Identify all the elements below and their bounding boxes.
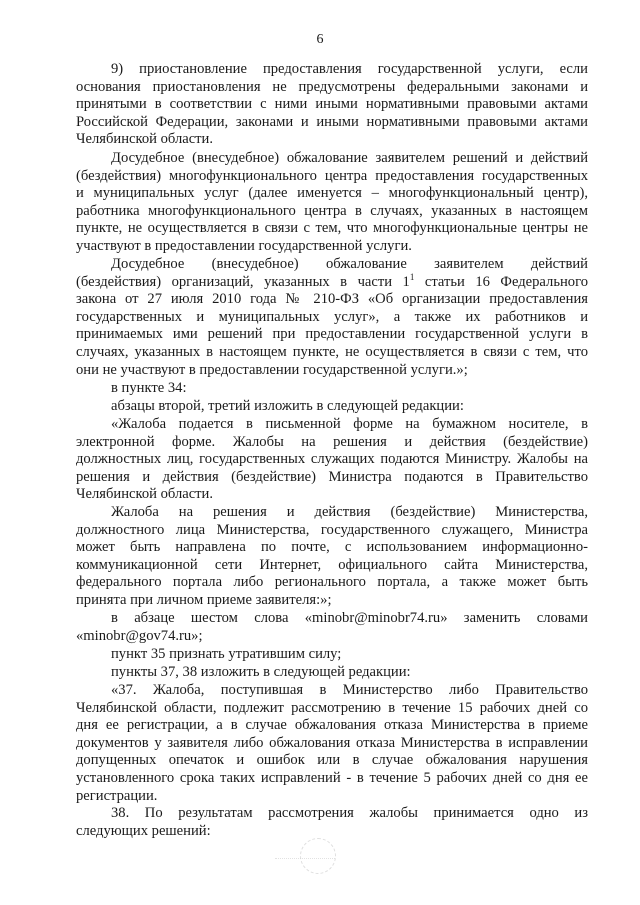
text-line: Российской Федерации, законами и иными нормативными правовыми актами: [76, 113, 588, 130]
faint-stamp-dots: [275, 858, 335, 865]
text-line: Жалоба на решения и действия (бездействие) Министерства,: [111, 504, 588, 520]
text-line: «minobr@gov74.ru»;: [76, 627, 203, 644]
text-line: принятыми в соответствии с ними иными нормативными правовыми актами: [76, 96, 588, 113]
text-line: допущенных опечаток и ошибок или в случае обжалования нарушения: [76, 752, 588, 769]
text-line: федерального портала либо регионального портала, а также может быть: [76, 574, 588, 591]
paragraph-email-replace: [76, 610, 588, 645]
text-line: принята при личном приеме заявителя:»;: [76, 591, 332, 608]
text-line: регистрации.: [76, 787, 158, 804]
text-line: следующих решений:: [76, 822, 211, 839]
text-line: случаях, указанных в настоящем пункте, не осуществляется в связи с тем, что: [76, 343, 588, 360]
paragraph-second-third-abz: [76, 398, 588, 416]
text-line: может быть направлена по почте, с использованием информационно-: [76, 539, 588, 556]
text-line: электронной форме. Жалобы на решения и действия (бездействие): [76, 433, 588, 450]
paragraph-item-38: [76, 805, 588, 840]
text-line: Досудебное (внесудебное) обжалование заявителем решений и действий: [111, 150, 588, 166]
text-line: работника многофункционального центра в случаях, указанных в настоящем: [76, 202, 588, 219]
text-line: 9) приостановление предоставления государственной услуги, если: [111, 61, 588, 77]
paragraph-item-37: [76, 682, 588, 805]
text-line: (бездействия) многофункционального центра предоставления государственных: [76, 167, 588, 184]
text-line: они не участвуют в предоставлении государственной услуги.»;: [76, 361, 468, 378]
text-line: принимаемых ими решений при предоставлении государственной услуги в: [76, 326, 588, 343]
text-fragment: статьи 16 Федерального: [414, 273, 589, 290]
text-line: установленного срока таких исправлений - в течение 5 рабочих дней со дня ее: [76, 769, 588, 786]
text-line: Досудебное (внесудебное) обжалование заявителем действий: [111, 256, 588, 272]
faint-stamp-mark: [300, 838, 336, 874]
text-line: должностного лица Министерства, государственного служащего, Министра: [76, 521, 588, 538]
text-line: пункт 35 признать утратившим силу;: [111, 646, 342, 662]
paragraph-suspension-grounds: [76, 61, 588, 149]
text-line: Челябинской области.: [76, 131, 214, 148]
text-line: «Жалоба подается в письменной форме на бумажном носителе, в: [111, 416, 588, 432]
paragraph-items-37-38: [76, 664, 588, 682]
text-line: основания приостановления не предусмотрены федеральными законами и: [76, 78, 588, 95]
text-line: 38. По результатам рассмотрения жалобы принимается одно из: [111, 805, 588, 821]
text-line: в пункте 34:: [111, 380, 187, 396]
text-line: дня ее регистрации, а в случае обжалования отказа Министерства в приеме: [76, 717, 588, 734]
text-line: и муниципальных услуг (далее именуется – многофункциональный центр),: [76, 185, 588, 202]
text-line: Челябинской области.: [76, 486, 214, 503]
text-line: участвуют в предоставлении государственной услуги.: [76, 237, 412, 254]
text-line: решения и действия (бездействие) Министра подаются в Правительство: [76, 468, 588, 485]
paragraph-item-35: [76, 646, 588, 664]
text-line: государственных и муниципальных услуг», а также их работников и: [76, 308, 588, 325]
paragraph-complaint-channels: [76, 504, 588, 610]
superscript: 1: [409, 271, 415, 282]
text-line: должностных лиц, государственных служащих подаются Министру. Жалобы на: [76, 451, 588, 468]
text-line: «37. Жалоба, поступившая в Министерство либо Правительство: [111, 682, 588, 698]
paragraph-mfc-appeal: [76, 150, 588, 256]
paragraph-organizations-appeal: [76, 256, 588, 379]
text-line: абзацы второй, третий изложить в следующей редакции:: [111, 398, 464, 414]
paragraph-complaint-form: [76, 416, 588, 504]
paragraph-item-34: [76, 380, 588, 398]
text-line: пункты 37, 38 изложить в следующей редакции:: [111, 664, 411, 680]
text-line: документов у заявителя либо обжалования отказа Министерства в исправлении: [76, 734, 588, 751]
text-line: закона от 27 июля 2010 года № 210-ФЗ «Об организации предоставления: [76, 291, 588, 308]
text-line: пункте, не осуществляется в связи с тем, что многофункциональные центры не: [76, 220, 588, 237]
text-line: [76, 271, 589, 292]
text-line: Челябинской области, подлежит рассмотрению в течение 15 рабочих дней со: [76, 699, 588, 716]
text-fragment: (бездействия) организаций, указанных в части 1: [76, 273, 410, 290]
page-number: 6: [316, 32, 324, 47]
text-line: коммуникационной сети Интернет, официального сайта Министерства,: [76, 556, 588, 573]
text-line: в абзаце шестом слова «minobr@minobr74.ru» заменить словами: [111, 610, 588, 626]
